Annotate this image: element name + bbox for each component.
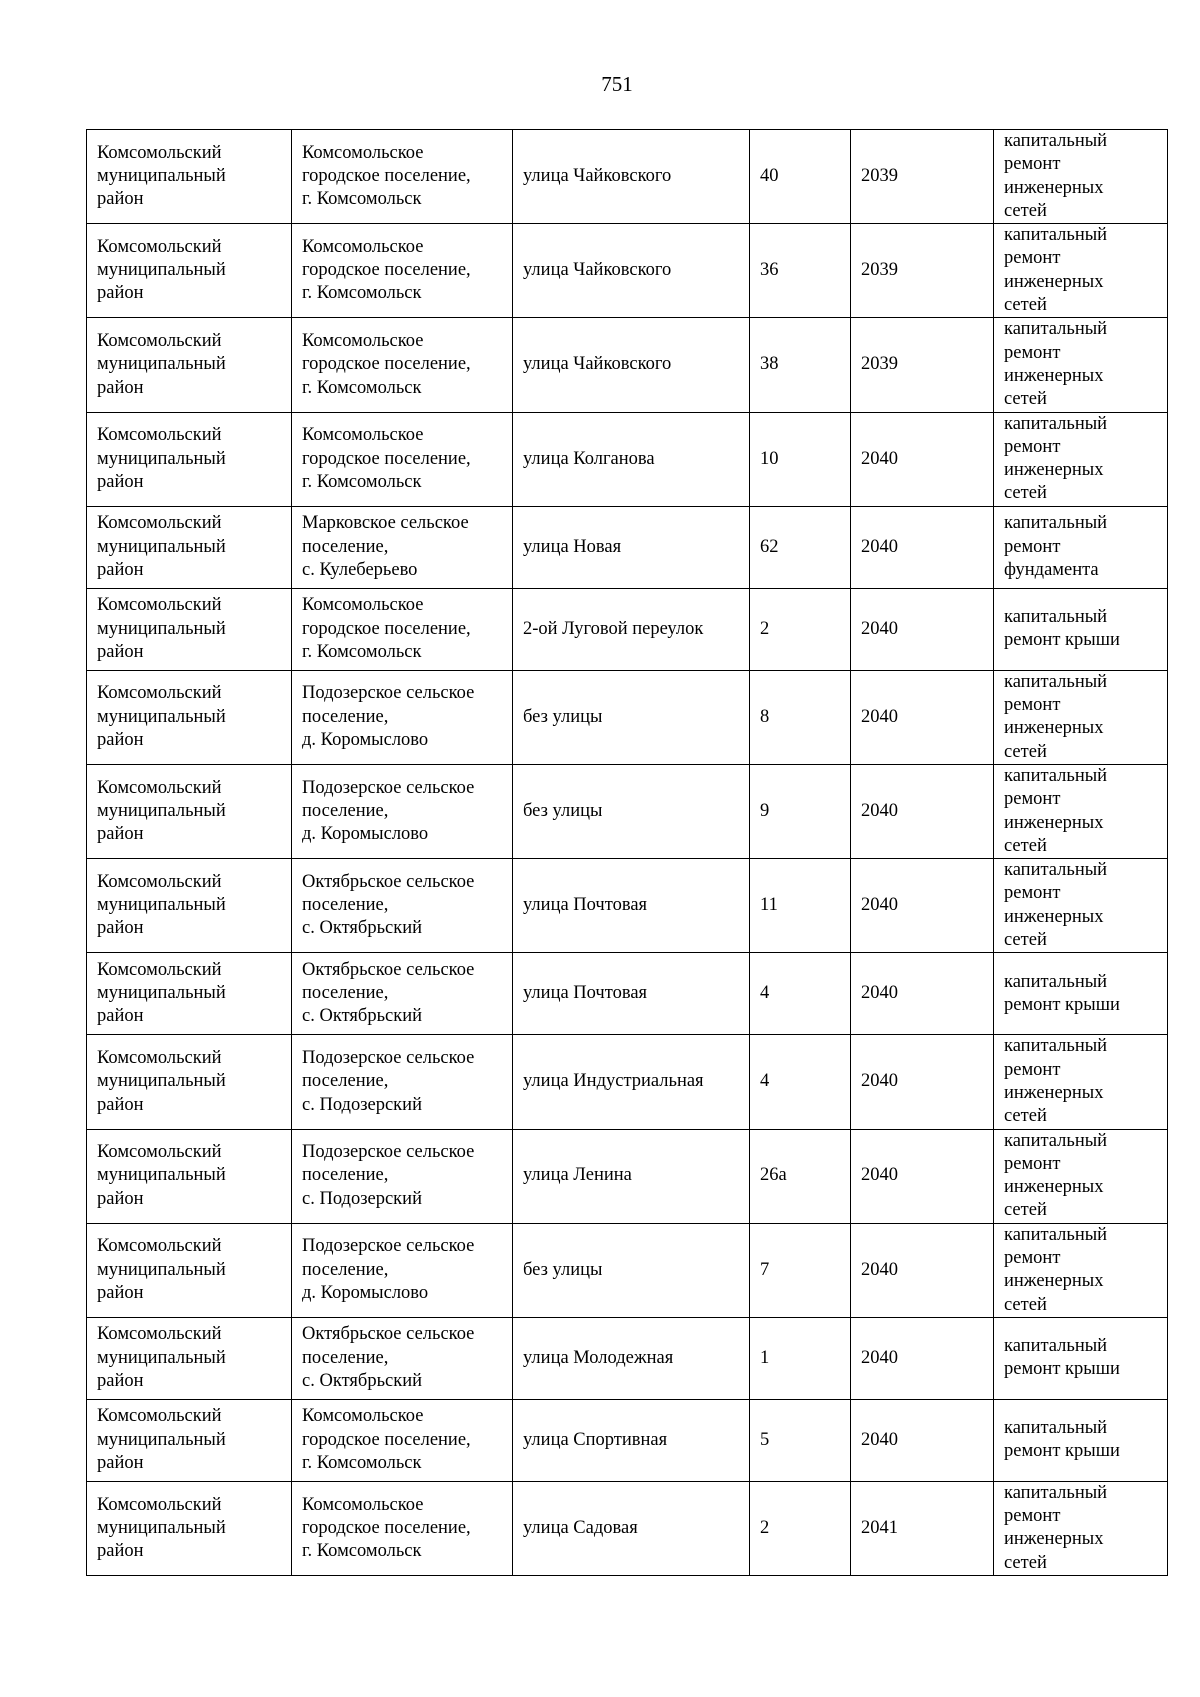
- house-number-cell-text: 4: [760, 983, 770, 1004]
- table-body: [87, 130, 1168, 1576]
- district-cell-text: Комсомольский муниципальный район: [97, 1494, 226, 1562]
- work-type-cell: [994, 1223, 1168, 1317]
- house-number-cell-text: 62: [760, 536, 779, 557]
- street-cell-text: без улицы: [523, 1259, 603, 1280]
- district-cell: [87, 859, 292, 953]
- work-type-cell-text: капитальный ремонт инженерных сетей: [1004, 1036, 1108, 1127]
- street-cell-text: улица Индустриальная: [523, 1071, 704, 1092]
- settlement-cell: [292, 1399, 513, 1481]
- street-cell: [513, 224, 750, 318]
- work-type-cell: [994, 224, 1168, 318]
- house-number-cell: [750, 670, 851, 764]
- district-cell: [87, 670, 292, 764]
- work-type-cell-text: капитальный ремонт инженерных сетей: [1004, 1130, 1108, 1221]
- year-cell-text: 2040: [861, 448, 898, 469]
- work-type-cell: [994, 859, 1168, 953]
- street-cell: [513, 1223, 750, 1317]
- settlement-cell: [292, 859, 513, 953]
- work-type-cell: [994, 588, 1168, 670]
- work-type-cell: [994, 1129, 1168, 1223]
- district-cell-text: Комсомольский муниципальный район: [97, 871, 226, 939]
- house-number-cell-text: 40: [760, 165, 779, 186]
- district-cell: [87, 1317, 292, 1399]
- year-cell-text: 2040: [861, 1165, 898, 1186]
- year-cell: [851, 224, 994, 318]
- settlement-cell: [292, 1129, 513, 1223]
- street-cell: [513, 318, 750, 412]
- district-cell-text: Комсомольский муниципальный район: [97, 331, 226, 398]
- table-row: [87, 224, 1168, 318]
- district-cell-text: Комсомольский муниципальный район: [97, 1236, 226, 1303]
- district-cell-text: Комсомольский муниципальный район: [97, 1406, 226, 1474]
- year-cell-text: 2040: [861, 1071, 898, 1092]
- table-row: [87, 1223, 1168, 1317]
- street-cell: [513, 1481, 750, 1575]
- table-row: [87, 1399, 1168, 1481]
- work-type-cell-text: капитальный ремонт фундамента: [1004, 513, 1108, 580]
- street-cell: [513, 764, 750, 858]
- street-cell-text: улица Чайковского: [523, 354, 672, 375]
- street-cell-text: улица Ленина: [523, 1165, 632, 1186]
- district-cell: [87, 506, 292, 588]
- settlement-cell-text: Марковское сельское поселение, с. Кулеберьево: [302, 513, 469, 580]
- year-cell: [851, 1035, 994, 1129]
- house-number-cell: [750, 506, 851, 588]
- house-number-cell-text: 36: [760, 260, 779, 281]
- table-row: [87, 859, 1168, 953]
- table-row: [87, 670, 1168, 764]
- table-row: [87, 1035, 1168, 1129]
- street-cell: [513, 588, 750, 670]
- year-cell-text: 2040: [861, 1347, 898, 1368]
- work-type-cell: [994, 1399, 1168, 1481]
- district-cell-text: Комсомольский муниципальный район: [97, 513, 226, 580]
- street-cell-text: улица Новая: [523, 536, 622, 557]
- table-row: [87, 506, 1168, 588]
- district-cell-text: Комсомольский муниципальный район: [97, 595, 226, 662]
- house-number-cell: [750, 764, 851, 858]
- year-cell: [851, 412, 994, 506]
- table-row: [87, 953, 1168, 1035]
- settlement-cell-text: Комсомольское городское поселение, г. Комсомольск: [302, 331, 471, 398]
- work-type-cell-text: капитальный ремонт инженерных сетей: [1004, 1482, 1108, 1573]
- settlement-cell-text: Подозерское сельское поселение, д. Коромыслово: [302, 1236, 475, 1303]
- work-type-cell-text: капитальный ремонт инженерных сетей: [1004, 765, 1108, 856]
- year-cell-text: 2039: [861, 354, 898, 375]
- settlement-cell-text: Подозерское сельское поселение, д. Коромыслово: [302, 683, 475, 750]
- house-number-cell-text: 9: [760, 800, 770, 821]
- house-number-cell-text: 2: [760, 618, 770, 639]
- street-cell: [513, 412, 750, 506]
- work-type-cell-text: капитальный ремонт инженерных сетей: [1004, 860, 1108, 951]
- settlement-cell-text: Комсомольское городское поселение, г. Комсомольск: [302, 1494, 471, 1562]
- district-cell: [87, 318, 292, 412]
- house-number-cell: [750, 859, 851, 953]
- settlement-cell-text: Комсомольское городское поселение, г. Комсомольск: [302, 236, 471, 304]
- year-cell-text: 2040: [861, 800, 898, 821]
- district-cell: [87, 953, 292, 1035]
- street-cell-text: улица Колганова: [523, 448, 655, 469]
- house-number-cell-text: 4: [760, 1071, 770, 1092]
- house-number-cell-text: 5: [760, 1429, 770, 1450]
- year-cell: [851, 1317, 994, 1399]
- house-number-cell: [750, 412, 851, 506]
- district-cell: [87, 1129, 292, 1223]
- settlement-cell: [292, 1223, 513, 1317]
- district-cell: [87, 130, 292, 224]
- house-number-cell-text: 10: [760, 448, 779, 469]
- work-type-cell: [994, 130, 1168, 224]
- house-number-cell-text: 11: [760, 895, 778, 916]
- table-row: [87, 130, 1168, 224]
- year-cell: [851, 318, 994, 412]
- house-number-cell: [750, 1129, 851, 1223]
- page-number: 751: [601, 72, 633, 96]
- work-type-cell-text: капитальный ремонт инженерных сетей: [1004, 413, 1108, 504]
- district-cell-text: Комсомольский муниципальный район: [97, 236, 226, 304]
- settlement-cell: [292, 1481, 513, 1575]
- house-number-cell: [750, 130, 851, 224]
- settlement-cell-text: Комсомольское городское поселение, г. Комсомольск: [302, 425, 471, 492]
- house-number-cell-text: 2: [760, 1517, 770, 1538]
- street-cell: [513, 1035, 750, 1129]
- house-number-cell: [750, 224, 851, 318]
- settlement-cell: [292, 588, 513, 670]
- street-cell: [513, 506, 750, 588]
- house-number-cell: [750, 953, 851, 1035]
- table-row: [87, 318, 1168, 412]
- settlement-cell-text: Октябрьское сельское поселение, с. Октябрьский: [302, 1324, 475, 1392]
- house-number-cell-text: 26а: [760, 1165, 787, 1186]
- year-cell-text: 2040: [861, 618, 898, 639]
- street-cell: [513, 859, 750, 953]
- district-cell: [87, 1223, 292, 1317]
- year-cell: [851, 764, 994, 858]
- settlement-cell: [292, 130, 513, 224]
- year-cell-text: 2040: [861, 706, 898, 727]
- settlement-cell-text: Подозерское сельское поселение, с. Подозерский: [302, 1047, 475, 1115]
- work-type-cell: [994, 1481, 1168, 1575]
- settlement-cell-text: Подозерское сельское поселение, с. Подозерский: [302, 1142, 475, 1209]
- district-cell-text: Комсомольский муниципальный район: [97, 777, 226, 845]
- settlement-cell: [292, 506, 513, 588]
- year-cell-text: 2040: [861, 895, 898, 916]
- table-row: [87, 588, 1168, 670]
- work-type-cell: [994, 412, 1168, 506]
- settlement-cell: [292, 1317, 513, 1399]
- year-cell: [851, 130, 994, 224]
- work-type-cell-text: капитальный ремонт инженерных сетей: [1004, 225, 1108, 316]
- year-cell: [851, 953, 994, 1035]
- work-type-cell: [994, 953, 1168, 1035]
- year-cell-text: 2039: [861, 260, 898, 281]
- house-number-cell: [750, 1317, 851, 1399]
- street-cell-text: 2-ой Луговой переулок: [523, 618, 704, 639]
- street-cell-text: улица Садовая: [523, 1517, 638, 1538]
- year-cell-text: 2040: [861, 983, 898, 1004]
- year-cell-text: 2040: [861, 1429, 898, 1450]
- work-type-cell: [994, 1317, 1168, 1399]
- work-type-cell-text: капитальный ремонт инженерных сетей: [1004, 1224, 1108, 1315]
- table-row: [87, 1317, 1168, 1399]
- year-cell: [851, 506, 994, 588]
- house-number-cell-text: 1: [760, 1347, 770, 1368]
- settlement-cell: [292, 318, 513, 412]
- table-row: [87, 412, 1168, 506]
- street-cell-text: без улицы: [523, 706, 603, 727]
- street-cell-text: улица Почтовая: [523, 983, 648, 1004]
- street-cell: [513, 1129, 750, 1223]
- house-number-cell-text: 8: [760, 706, 770, 727]
- street-cell: [513, 670, 750, 764]
- house-number-cell: [750, 1481, 851, 1575]
- year-cell: [851, 1399, 994, 1481]
- street-cell: [513, 953, 750, 1035]
- work-type-cell: [994, 670, 1168, 764]
- district-cell: [87, 588, 292, 670]
- settlement-cell-text: Комсомольское городское поселение, г. Комсомольск: [302, 1406, 471, 1474]
- work-type-cell: [994, 1035, 1168, 1129]
- district-cell-text: Комсомольский муниципальный район: [97, 959, 226, 1027]
- street-cell-text: улица Чайковского: [523, 260, 672, 281]
- table-row: [87, 1481, 1168, 1575]
- house-number-cell: [750, 1399, 851, 1481]
- work-type-cell-text: капитальный ремонт инженерных сетей: [1004, 319, 1108, 410]
- settlement-cell: [292, 670, 513, 764]
- district-cell: [87, 764, 292, 858]
- table-row: [87, 764, 1168, 858]
- district-cell: [87, 1035, 292, 1129]
- district-cell: [87, 1481, 292, 1575]
- street-cell: [513, 130, 750, 224]
- district-cell-text: Комсомольский муниципальный район: [97, 1047, 226, 1115]
- settlement-cell: [292, 764, 513, 858]
- district-cell-text: Комсомольский муниципальный район: [97, 1142, 226, 1209]
- settlement-cell-text: Комсомольское городское поселение, г. Комсомольск: [302, 142, 471, 210]
- street-cell-text: улица Чайковского: [523, 165, 672, 186]
- district-cell: [87, 224, 292, 318]
- house-number-cell-text: 38: [760, 354, 779, 375]
- street-cell-text: улица Молодежная: [523, 1347, 674, 1368]
- year-cell: [851, 1129, 994, 1223]
- year-cell-text: 2040: [861, 536, 898, 557]
- year-cell: [851, 1481, 994, 1575]
- house-number-cell: [750, 1035, 851, 1129]
- work-type-cell: [994, 318, 1168, 412]
- settlement-cell-text: Октябрьское сельское поселение, с. Октябрьский: [302, 871, 475, 939]
- work-type-cell-text: капитальный ремонт крыши: [1004, 971, 1120, 1015]
- house-number-cell: [750, 1223, 851, 1317]
- work-type-cell: [994, 506, 1168, 588]
- house-number-cell: [750, 318, 851, 412]
- district-cell: [87, 1399, 292, 1481]
- settlement-cell: [292, 412, 513, 506]
- house-number-cell-text: 7: [760, 1259, 770, 1280]
- settlement-cell: [292, 1035, 513, 1129]
- work-type-cell-text: капитальный ремонт крыши: [1004, 1418, 1120, 1462]
- settlement-cell: [292, 224, 513, 318]
- settlement-cell-text: Октябрьское сельское поселение, с. Октябрьский: [302, 959, 475, 1027]
- year-cell-text: 2041: [861, 1517, 898, 1538]
- street-cell-text: улица Почтовая: [523, 895, 648, 916]
- settlement-cell: [292, 953, 513, 1035]
- year-cell: [851, 859, 994, 953]
- district-cell: [87, 412, 292, 506]
- work-type-cell-text: капитальный ремонт крыши: [1004, 606, 1120, 651]
- district-cell-text: Комсомольский муниципальный район: [97, 142, 226, 210]
- house-number-cell: [750, 588, 851, 670]
- street-cell: [513, 1399, 750, 1481]
- street-cell-text: без улицы: [523, 800, 603, 821]
- year-cell: [851, 588, 994, 670]
- work-type-cell-text: капитальный ремонт крыши: [1004, 1336, 1120, 1380]
- year-cell-text: 2039: [861, 165, 898, 186]
- street-cell-text: улица Спортивная: [523, 1429, 668, 1450]
- district-cell-text: Комсомольский муниципальный район: [97, 425, 226, 492]
- year-cell-text: 2040: [861, 1259, 898, 1280]
- district-cell-text: Комсомольский муниципальный район: [97, 1324, 226, 1392]
- work-type-cell-text: капитальный ремонт инженерных сетей: [1004, 131, 1108, 221]
- work-type-cell-text: капитальный ремонт инженерных сетей: [1004, 671, 1108, 762]
- year-cell: [851, 1223, 994, 1317]
- street-cell: [513, 1317, 750, 1399]
- table-row: [87, 1129, 1168, 1223]
- work-type-cell: [994, 764, 1168, 858]
- year-cell: [851, 670, 994, 764]
- housing-repair-table: [86, 129, 1168, 1576]
- district-cell-text: Комсомольский муниципальный район: [97, 683, 226, 750]
- settlement-cell-text: Подозерское сельское поселение, д. Коромыслово: [302, 777, 475, 845]
- settlement-cell-text: Комсомольское городское поселение, г. Комсомольск: [302, 595, 471, 662]
